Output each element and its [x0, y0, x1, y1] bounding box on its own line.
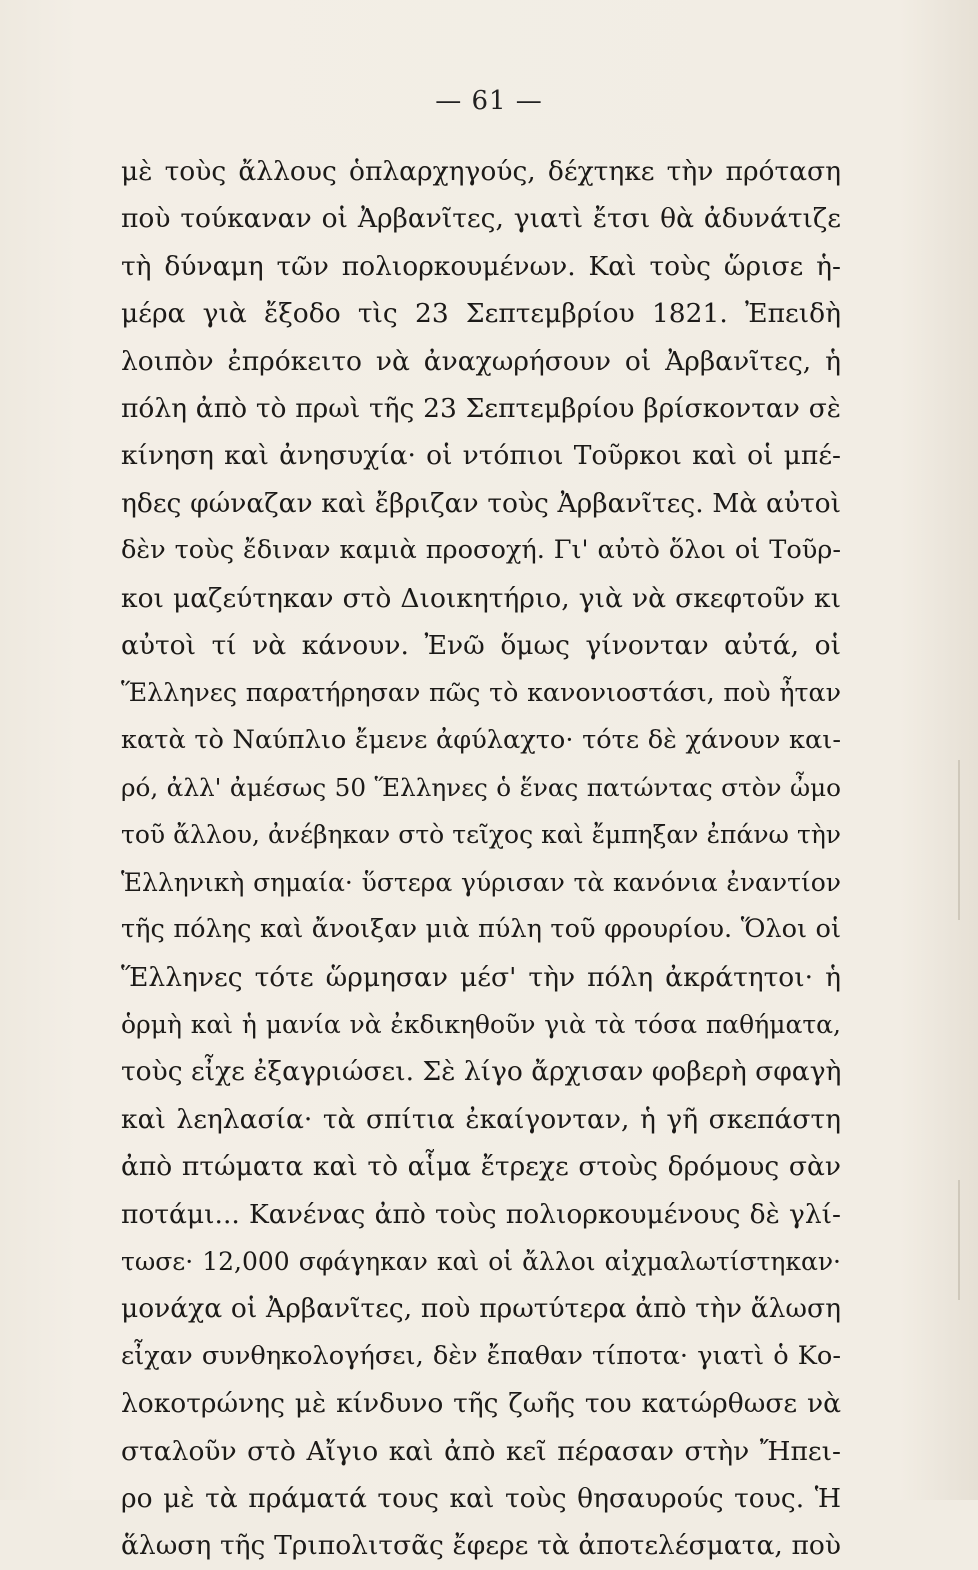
text-line: Ἑλληνικὴ σημαία· ὕστερα γύρισαν τὰ κανόνια ἐναντίον [121, 867, 841, 897]
text-line: εἶχαν συνθηκολογήσει, δὲν ἔπαθαν τίποτα· γιατὶ ὁ Κο- [121, 1340, 841, 1371]
text-line: Ἕλληνες παρατήρησαν πῶς τὸ κανονιοστάσι, ποὺ ἦταν [121, 678, 841, 708]
body-text [121, 148, 841, 1570]
text-line: ὁρμὴ καὶ ἡ μανία νὰ ἐκδικηθοῦν γιὰ τὰ τόσα παθήματα, [121, 1010, 841, 1040]
text-line: ηδες φώναζαν καὶ ἔβριζαν τοὺς Ἀρβανῖτες. Μὰ αὐτοὶ [121, 487, 841, 519]
text-line: κοι μαζεύτηκαν στὸ Διοικητήριο, γιὰ νὰ σκεφτοῦν κι [121, 582, 841, 614]
text-line: Ἕλληνες τότε ὥρμησαν μέσ' τὴν πόλη ἀκράτητοι· ἡ [121, 961, 841, 993]
text-line: καὶ λεηλασία· τὰ σπίτια ἐκαίγονταν, ἡ γῆ σκεπάστη [121, 1103, 841, 1135]
text-line: ρο μὲ τὰ πράματά τους καὶ τοὺς θησαυρούς τους. Ἡ [121, 1482, 841, 1514]
text-line: ρό, ἀλλ' ἀμέσως 50 Ἕλληνες ὁ ἕνας πατώντας στὸν ὦμο [121, 773, 841, 803]
text-line: ἀπὸ πτώματα καὶ τὸ αἷμα ἔτρεχε στοὺς δρόμους σὰν [121, 1151, 841, 1183]
text-line: τὴ δύναμη τῶν πολιορκουμένων. Καὶ τοὺς ὥρισε ἡ- [121, 250, 841, 282]
text-line: μέρα γιὰ ἔξοδο τὶς 23 Σεπτεμβρίου 1821. Ἐπειδὴ [121, 298, 841, 330]
text-line: αὐτοὶ τί νὰ κάνουν. Ἐνῶ ὅμως γίνονταν αὐτά, οἱ [121, 629, 841, 661]
text-line: μὲ τοὺς ἄλλους ὁπλαρχηγούς, δέχτηκε τὴν πρόταση [121, 156, 841, 187]
text-line: ποὺ τούκαναν οἱ Ἀρβανῖτες, γιατὶ ἔτσι θὰ ἀδυνάτιζε [121, 203, 841, 235]
text-line: λοιπὸν ἐπρόκειτο νὰ ἀναχωρήσουν οἱ Ἀρβανῖτες, ἡ [121, 345, 841, 377]
text-line: μονάχα οἱ Ἀρβανῖτες, ποὺ πρωτύτερα ἀπὸ τὴν ἅλωση [121, 1293, 841, 1325]
page-edge-shadow [958, 1180, 960, 1300]
text-line: τοὺς εἶχε ἐξαγριώσει. Σὲ λίγο ἄρχισαν φοβερὴ σφαγὴ [121, 1056, 841, 1088]
text-line: κίνηση καὶ ἀνησυχία· οἱ ντόπιοι Τοῦρκοι καὶ οἱ μπέ- [121, 440, 841, 472]
text-line: κατὰ τὸ Ναύπλιο ἔμενε ἀφύλαχτο· τότε δὲ χάνουν και- [121, 724, 841, 755]
page-edge-shadow [958, 760, 960, 920]
text-line: τοῦ ἄλλου, ἀνέβηκαν στὸ τεῖχος καὶ ἔμπηξαν ἐπάνω τὴν [121, 820, 841, 850]
text-line: τῆς πόλης καὶ ἄνοιξαν μιὰ πύλη τοῦ φρουρίου. Ὅλοι οἱ [121, 914, 841, 945]
text-line: σταλοῦν στὸ Αἴγιο καὶ ἀπὸ κεῖ πέρασαν στὴν Ἤπει- [121, 1435, 841, 1467]
text-line: λοκοτρώνης μὲ κίνδυνο τῆς ζωῆς του κατώρθωσε νὰ [121, 1388, 841, 1420]
text-line: δὲν τοὺς ἔδιναν καμιὰ προσοχή. Γι' αὐτὸ ὅλοι οἱ Τοῦρ- [121, 535, 841, 566]
text-line: πόλη ἀπὸ τὸ πρωὶ τῆς 23 Σεπτεμβρίου βρίσκονταν σὲ [121, 392, 841, 424]
text-line: ποτάμι... Κανένας ἀπὸ τοὺς πολιορκουμένους δὲ γλί- [121, 1198, 841, 1230]
page-number: — 61 — [435, 86, 543, 116]
text-line: τωσε· 12,000 σφάγηκαν καὶ οἱ ἄλλοι αἰχμαλωτίστηκαν· [121, 1246, 841, 1276]
text-line: ἅλωση τῆς Τριπολιτσᾶς ἔφερε τὰ ἀποτελέσματα, ποὺ [121, 1530, 841, 1562]
